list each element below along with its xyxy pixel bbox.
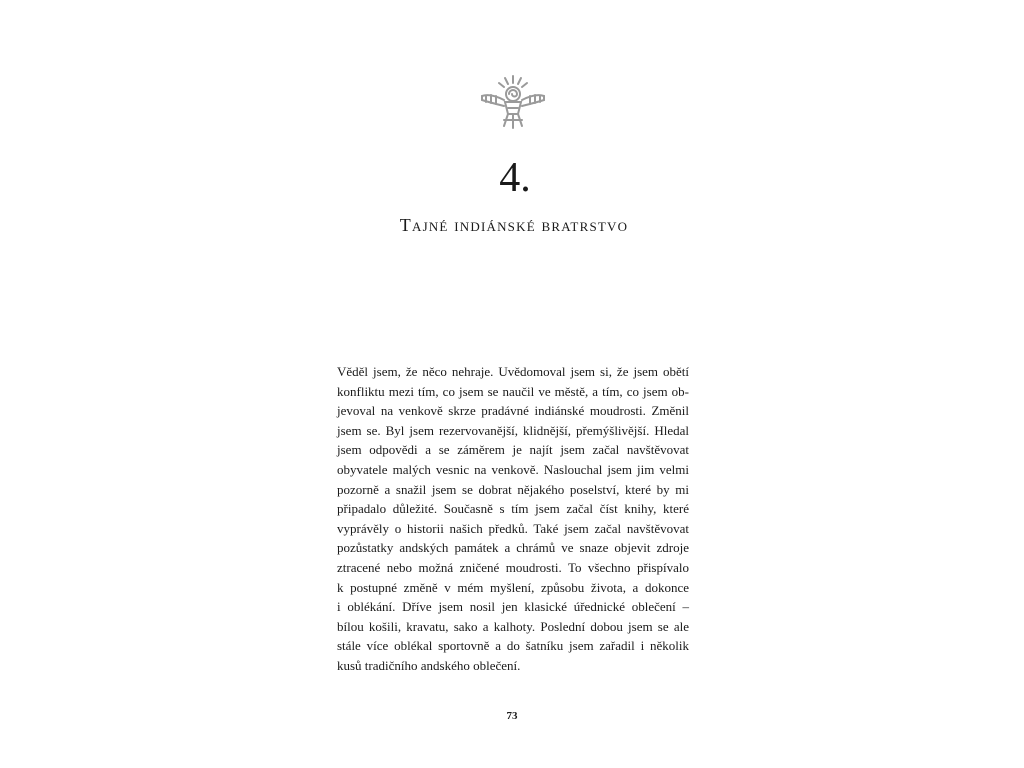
- paragraph-line: konfliktu mezi tím, co jsem se naučil ve městě, a tím, co jsem ob-: [337, 383, 689, 399]
- paragraph-line: jevoval na venkově skrze pradávné indiánské moudrosti. Změnil: [337, 403, 689, 419]
- paragraph-line: ztracené nebo možná zničené moudrosti. To všechno přispívalo: [337, 559, 689, 575]
- paragraph-line: pozůstatky andských památek a chrámů ve snaze objevit zdroje: [337, 540, 689, 556]
- paragraph-line: Věděl jsem, že něco nehraje. Uvědomoval jsem si, že jsem obětí: [337, 364, 689, 379]
- paragraph-line: i oblékání. Dříve jsem nosil jen klasické úřednické oblečení –: [337, 599, 689, 615]
- paragraph-line: připadalo důležité. Současně s tím jsem začal číst knihy, které: [337, 501, 689, 517]
- chapter-number: 4.: [499, 155, 531, 201]
- paragraph-line: stále více oblékal sportovně a do šatníku jsem zařadil i několik: [337, 638, 689, 654]
- chapter-title: Tajné indiánské bratrstvo: [399, 215, 629, 235]
- paragraph-line: pozorně a snažil jsem se dobrat nějakého poselství, které by mi: [337, 481, 689, 497]
- andean-bird-ornament-icon: [480, 74, 546, 130]
- paragraph-line: bílou košili, kravatu, sako a kalhoty. Poslední dobou jsem se ale: [337, 618, 689, 634]
- paragraph-line: vyprávěly o historii našich předků. Také jsem začal navštěvovat: [337, 520, 689, 536]
- paragraph-line: jsem odpovědi a se záměrem je najít jsem začal navštěvovat: [337, 442, 689, 458]
- paragraph-line: k postupné změně v mém myšlení, způsobu života, a dokonce: [337, 579, 689, 595]
- paragraph-line: obyvatele malých vesnic na venkově. Naslouchal jsem jim velmi: [337, 461, 689, 477]
- paragraph-line: kusů tradičního andského oblečení.: [337, 657, 521, 673]
- page-number: 73: [506, 710, 518, 722]
- body-paragraph: [337, 362, 689, 676]
- paragraph-line: jsem se. Byl jsem rezervovanější, klidnější, přemýšlivější. Hledal: [337, 422, 689, 438]
